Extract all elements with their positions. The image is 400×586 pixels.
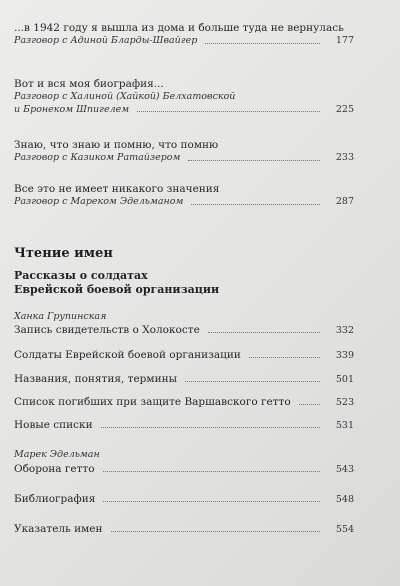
page-number: 543 (335, 464, 354, 475)
leader-dots (111, 531, 320, 532)
leader-dots (191, 204, 320, 205)
leader-dots (299, 404, 320, 405)
item-label: Список погибших при защите Варшавского гетто (14, 396, 291, 408)
leader-dots (249, 357, 320, 358)
entry-subtitle: Разговор с Адиной Бларды-Швайгер (14, 35, 198, 46)
item-label: Солдаты Еврейской боевой организации (14, 349, 241, 361)
toc-entry-2[interactable] (14, 78, 354, 116)
item-label: Указатель имен (14, 523, 103, 535)
entry-title: Все это не имеет никакого значения (14, 183, 220, 195)
page-number: 531 (335, 420, 354, 431)
section-subtitle-line-2: Еврейской боевой организации (14, 283, 220, 296)
toc-entry-3[interactable] (14, 139, 354, 165)
entry-subtitle: Разговор с Мареком Эдельманом (14, 196, 184, 207)
page-number: 548 (335, 494, 354, 505)
toc-item-6[interactable] (14, 463, 354, 476)
page-number: 554 (335, 524, 354, 535)
toc-entry-1[interactable] (14, 22, 354, 48)
item-label: Названия, понятия, термины (14, 373, 177, 385)
toc-item-5[interactable] (14, 419, 354, 432)
page-number: 233 (335, 152, 354, 163)
leader-dots (188, 160, 320, 161)
toc-item-2[interactable] (14, 349, 354, 362)
entry-subtitle: и Бронеком Шпигелем (14, 103, 130, 115)
author-name: Ханка Групинская (14, 311, 107, 322)
page-number: 339 (335, 350, 354, 361)
author-2 (14, 449, 354, 462)
entry-subtitle: Разговор с Казиком Ратайзером (14, 152, 181, 163)
entry-subtitle: Разговор с Халиной (Хайкой) Белхатовской (14, 91, 236, 102)
page-number: 177 (335, 35, 354, 46)
toc-item-8[interactable] (14, 523, 354, 536)
leader-dots (137, 111, 320, 112)
toc-item-3[interactable] (14, 373, 354, 386)
leader-dots (208, 332, 320, 333)
toc-item-1[interactable] (14, 324, 354, 337)
section-subtitle-line-1: Рассказы о солдатах (14, 269, 148, 282)
entry-title: Вот и вся моя биография... (14, 78, 164, 90)
toc-item-4[interactable] (14, 396, 354, 409)
item-label: Новые списки (14, 419, 93, 431)
entry-title: ...в 1942 году я вышла из дома и больше туда не вернулась (14, 22, 344, 34)
entry-title: Знаю, что знаю и помню, что помню (14, 139, 219, 151)
item-label: Оборона гетто (14, 463, 95, 475)
toc-entry-4[interactable] (14, 183, 354, 209)
author-name: Марек Эдельман (14, 449, 100, 460)
leader-dots (103, 501, 320, 502)
item-label: Библиография (14, 493, 96, 505)
page-number: 225 (335, 103, 354, 115)
page-number: 287 (335, 196, 354, 207)
page-number: 501 (335, 374, 354, 385)
page-number: 332 (335, 325, 354, 336)
toc-item-7[interactable] (14, 493, 354, 506)
section-title: Чтение имен (14, 246, 113, 261)
leader-dots (103, 471, 320, 472)
author-1 (14, 311, 354, 324)
leader-dots (101, 427, 320, 428)
item-label: Запись свидетельств о Холокосте (14, 324, 200, 336)
leader-dots (205, 43, 320, 44)
page-number: 523 (335, 397, 354, 408)
leader-dots (185, 381, 320, 382)
